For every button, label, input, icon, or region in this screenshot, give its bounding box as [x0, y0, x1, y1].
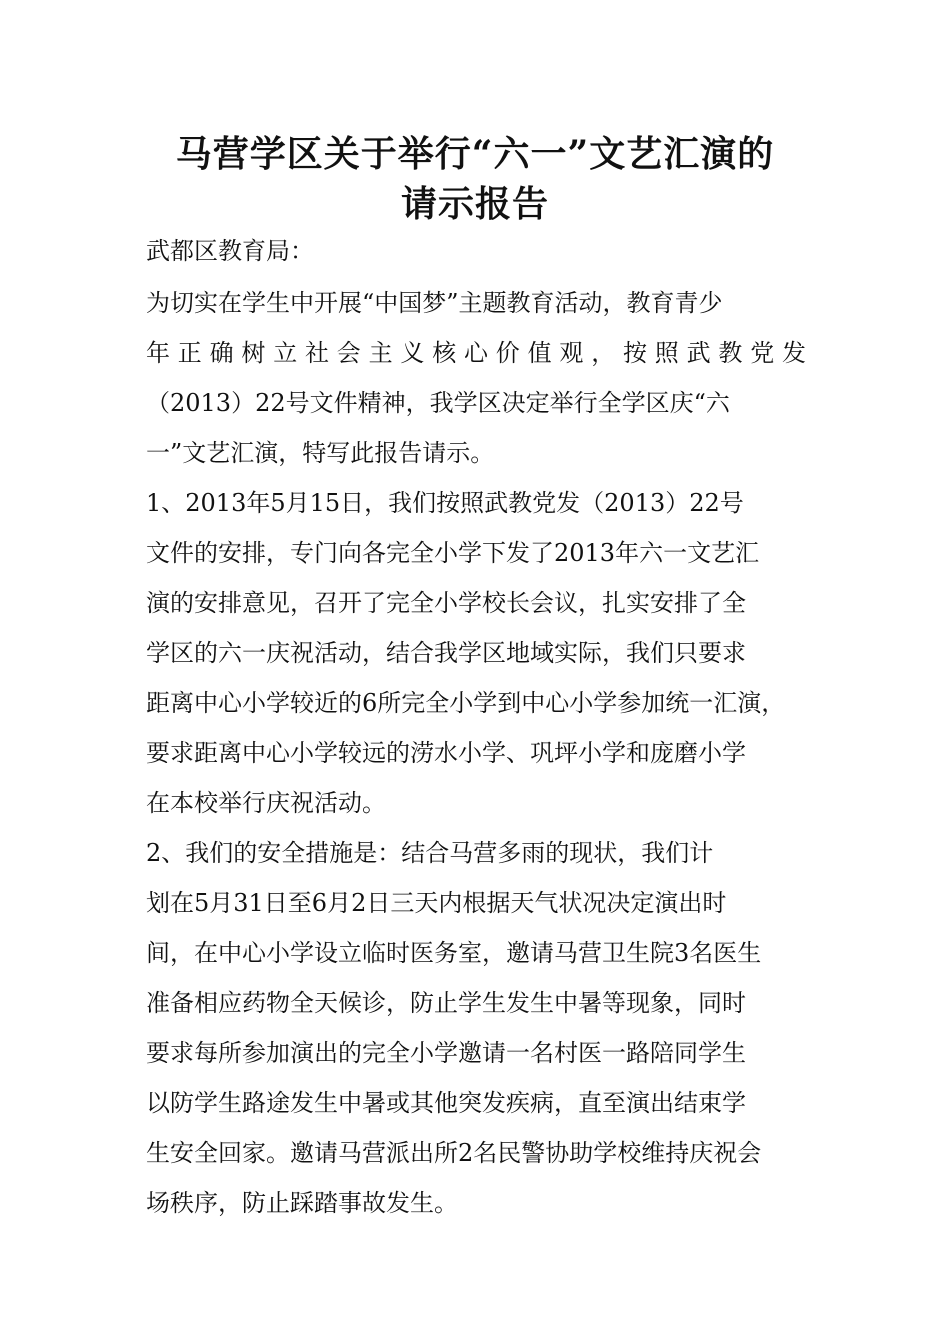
- body-line: （2013）22号文件精神，我学区决定举行全学区庆“六: [146, 389, 730, 417]
- body-line: 要求距离中心小学较远的涝水小学、巩坪小学和庞磨小学: [146, 739, 746, 767]
- body-line: 划在5月31日至6月2日三天内根据天气状况决定演出时: [146, 889, 727, 917]
- body-line: 间，在中心小学设立临时医务室，邀请马营卫生院3名医生: [146, 939, 762, 967]
- body-line: 学区的六一庆祝活动，结合我学区地域实际，我们只要求: [146, 639, 746, 667]
- body-line: 要求每所参加演出的完全小学邀请一名村医一路陪同学生: [146, 1039, 746, 1067]
- body-line: 年正确树立社会主义核心价值观，按照武教党发: [146, 339, 806, 367]
- body-line: 生安全回家。邀请马营派出所2名民警协助学校维持庆祝会: [146, 1139, 762, 1167]
- body-line: 1、2013年5月15日，我们按照武教党发（2013）22号: [146, 489, 744, 517]
- body-line: 以防学生路途发生中暑或其他突发疾病，直至演出结束学: [146, 1089, 746, 1117]
- body-line: 距离中心小学较近的6所完全小学到中心小学参加统一汇演，: [146, 689, 786, 717]
- document-title-line-2: 请示报告: [400, 183, 549, 225]
- addressee: 武都区教育局：: [146, 237, 314, 265]
- body-line: 2、我们的安全措施是：结合马营多雨的现状，我们计: [146, 839, 714, 867]
- body-line: 准备相应药物全天候诊，防止学生发生中暑等现象，同时: [146, 989, 746, 1017]
- body-line: 场秩序，防止踩踏事故发生。: [146, 1189, 458, 1217]
- document-title-line-1: 马营学区关于举行“六一”文艺汇演的: [175, 133, 775, 175]
- body-line: 为切实在学生中开展“中国梦”主题教育活动，教育青少: [146, 289, 723, 317]
- body-line: 一”文艺汇演，特写此报告请示。: [146, 439, 495, 467]
- body-line: 文件的安排，专门向各完全小学下发了2013年六一文艺汇: [146, 539, 760, 567]
- body-line: 在本校举行庆祝活动。: [146, 789, 386, 817]
- body-line: 演的安排意见，召开了完全小学校长会议，扎实安排了全: [146, 589, 746, 617]
